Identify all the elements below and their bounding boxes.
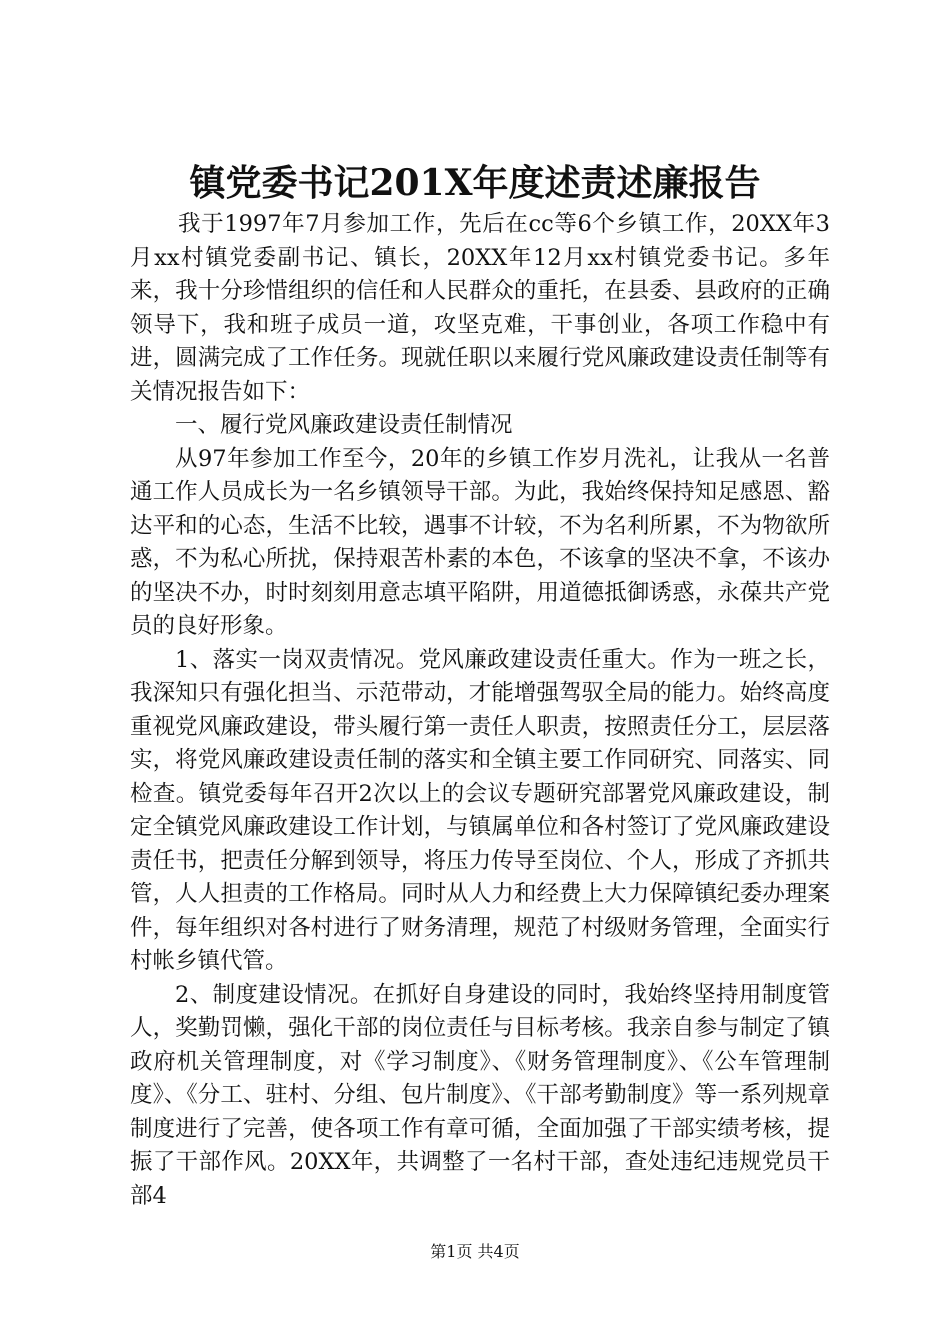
paragraph-intro: 我于1997年7月参加工作，先后在cc等6个乡镇工作，20XX年3月xx村镇党委副书记、镇长，20XX年12月xx村镇党委书记。多年来，我十分珍惜组织的信任和人民群众的重托，在县委、县政府的正确领导下，我和班子成员一道，攻坚克难，干事创业，各项工作稳中有进，圆满完成了工作任务。现就任职以来履行党风廉政建设责任制等有关情况报告如下：: [130, 211, 830, 405]
paragraph-one-post-two-duties: 1、落实一岗双责情况。党风廉政建设责任重大。作为一班之长，我深知只有强化担当、示范带动，才能增强驾驭全局的能力。始终高度重视党风廉政建设，带头履行第一责任人职责，按照责任分工，层层落实，将党风廉政建设责任制的落实和全镇主要工作同研究、同落实、同检查。镇党委每年召开2次以上的会议专题研究部署党风廉政建设，制定全镇党风廉政建设工作计划，与镇属单位和各村签订了党风廉政建设责任书，把责任分解到领导，将压力传导至岗位、个人，形成了齐抓共管，人人担责的工作格局。同时从人力和经费上大力保障镇纪委办理案件，每年组织对各村进行了财务清理，规范了村级财务管理，全面实行村帐乡镇代管。: [130, 646, 830, 974]
paragraph-system-building: 2、制度建设情况。在抓好自身建设的同时，我始终坚持用制度管人，奖勤罚懒，强化干部的岗位责任与目标考核。我亲自参与制定了镇政府机关管理制度，对《学习制度》、《财务管理制度》、《公车管理制度》、《分工、驻村、分组、包片制度》、《干部考勤制度》等一系列规章制度进行了完善，使各项工作有章可循，全面加强了干部实绩考核，提振了干部作风。20XX年，共调整了一名村干部，查处违纪违规党员干部4: [130, 981, 830, 1209]
document-title: 镇党委书记201X年度述责述廉报告: [189, 162, 761, 204]
section-heading-1: 一、履行党风廉政建设责任制情况: [175, 412, 513, 438]
page-footer: 第1页 共4页: [430, 1242, 520, 1261]
document-body: [130, 208, 830, 1213]
paragraph-career: 从97年参加工作至今，20年的乡镇工作岁月洗礼，让我从一名普通工作人员成长为一名乡镇领导干部。为此，我始终保持知足感恩、豁达平和的心态，生活不比较，遇事不计较，不为名利所累，不为物欲所惑，不为私心所扰，保持艰苦朴素的本色，不该拿的坚决不拿，不该办的坚决不办，时时刻刻用意志填平陷阱，用道德抵御诱惑，永葆共产党员的良好形象。: [130, 445, 830, 639]
